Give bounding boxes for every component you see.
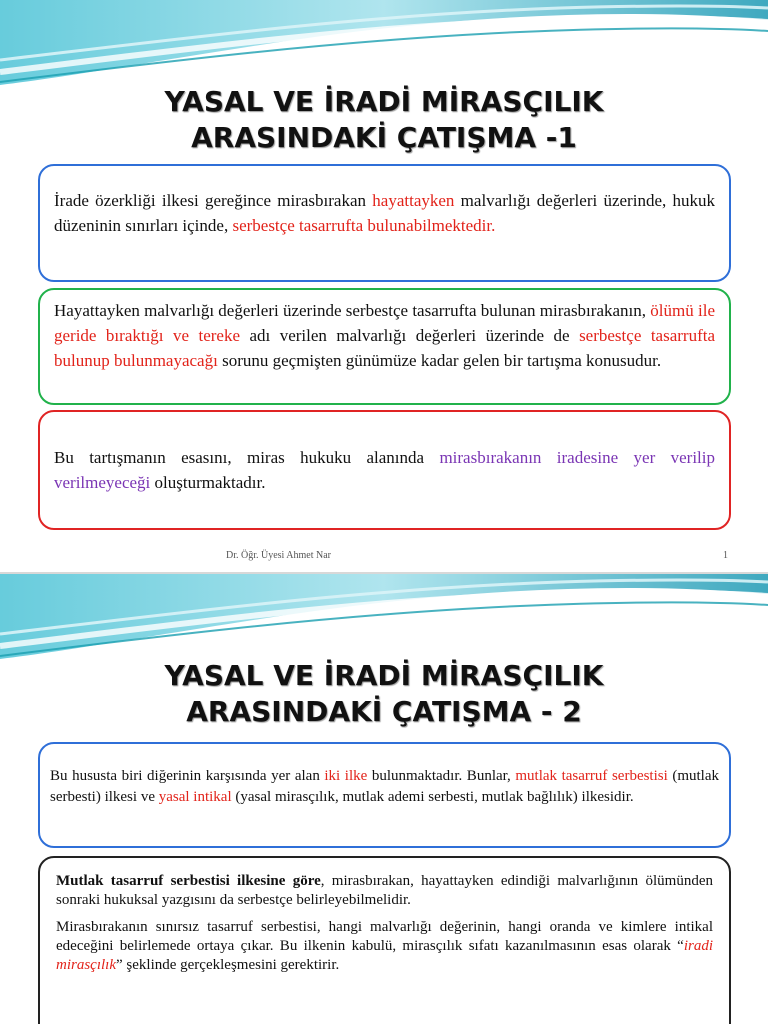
text: adı verilen malvarlığı değerleri üzerinde de — [240, 326, 580, 345]
text: bulunmaktadır. Bunlar, — [367, 768, 516, 784]
footer-author: Dr. Öğr. Üyesi Ahmet Nar — [226, 550, 331, 561]
text: İrade özerkliği ilkesi gereğince mirasbırakan — [54, 191, 373, 210]
title-line-1: YASAL VE İRADİ MİRASÇILIK — [164, 85, 604, 118]
highlight-purple: mirasbırakanın iradesine yer verilip verilmeyeceği — [54, 448, 715, 492]
highlight-red: yasal intikal — [158, 789, 232, 805]
title-line-1: YASAL VE İRADİ MİRASÇILIK — [164, 659, 604, 692]
text: Hayattayken malvarlığı değerleri üzerinde serbestçe tasarrufta bulunan mirasbırakanın, — [54, 301, 651, 320]
highlight-red: serbestçe tasarrufta bulunup bulunmayacağı — [54, 326, 716, 370]
highlight-red: hayattayken — [372, 191, 455, 210]
slide-title — [0, 658, 768, 730]
highlight-italic-red: iradi mirasçılık — [56, 938, 713, 973]
text-box-green — [38, 288, 731, 405]
footer-page-number: 1 — [723, 550, 728, 561]
text: , mirasbırakan, hayattayken edindiği malvarlığının ölümünden sonraki hukuksal yazgısını da serbestçe belirleyebilmelidir. — [56, 873, 713, 908]
highlight-red: ölümü ile geride bıraktığı ve tereke — [54, 301, 715, 345]
text-box-red — [38, 410, 731, 530]
highlight-red: mutlak tasarruf serbestisi — [515, 768, 668, 784]
text: oluşturmaktadır. — [150, 473, 266, 492]
text-box-blue — [38, 742, 731, 848]
paragraph-2 — [56, 918, 713, 975]
header-wave-decoration — [0, 0, 768, 95]
paragraph-1 — [56, 872, 713, 910]
text: sorunu geçmişten günümüze kadar gelen bir tartışma konusudur. — [217, 351, 662, 370]
paragraph — [50, 766, 719, 808]
title-line-2: ARASINDAKİ ÇATIŞMA - 2 — [186, 695, 582, 728]
text: Bu tartışmanın esasını, miras hukuku alanında — [54, 448, 440, 467]
paragraph — [54, 298, 715, 373]
slide-2 — [0, 572, 768, 1024]
title-line-2: ARASINDAKİ ÇATIŞMA -1 — [191, 121, 577, 154]
bold-text: Mutlak tasarruf serbestisi ilkesine göre — [56, 873, 321, 889]
text: (yasal mirasçılık, mutlak ademi serbesti, mutlak bağlılık) ilkesidir. — [231, 789, 634, 805]
paragraph — [54, 188, 715, 238]
highlight-red: serbestçe tasarrufta bulunabilmektedir. — [232, 216, 496, 235]
highlight-red: iki ilke — [324, 768, 368, 784]
text: ” şeklinde gerçekleşmesini gerektirir. — [116, 957, 340, 973]
text: (mutlak serbesti) ilkesi ve — [50, 768, 719, 805]
text-box-blue — [38, 164, 731, 282]
text-box-black — [38, 856, 731, 1024]
text: malvarlığı değerleri üzerinde, hukuk düzeninin sınırları içinde, — [54, 191, 715, 235]
paragraph — [54, 445, 715, 495]
header-wave-decoration — [0, 574, 768, 669]
slide-title — [0, 84, 768, 156]
text: Mirasbırakanın sınırsız tasarruf serbestisi, hangi malvarlığı değerinin, hangi oranda ve kimlere intikal edeceğini belirlemede ortaya çıkar. Bu ilkenin kabulü, mirasçılık sıfatı kazanılmasının esas olarak “ — [56, 919, 713, 954]
text: Bu hususta biri diğerinin karşısında yer alan — [50, 768, 325, 784]
